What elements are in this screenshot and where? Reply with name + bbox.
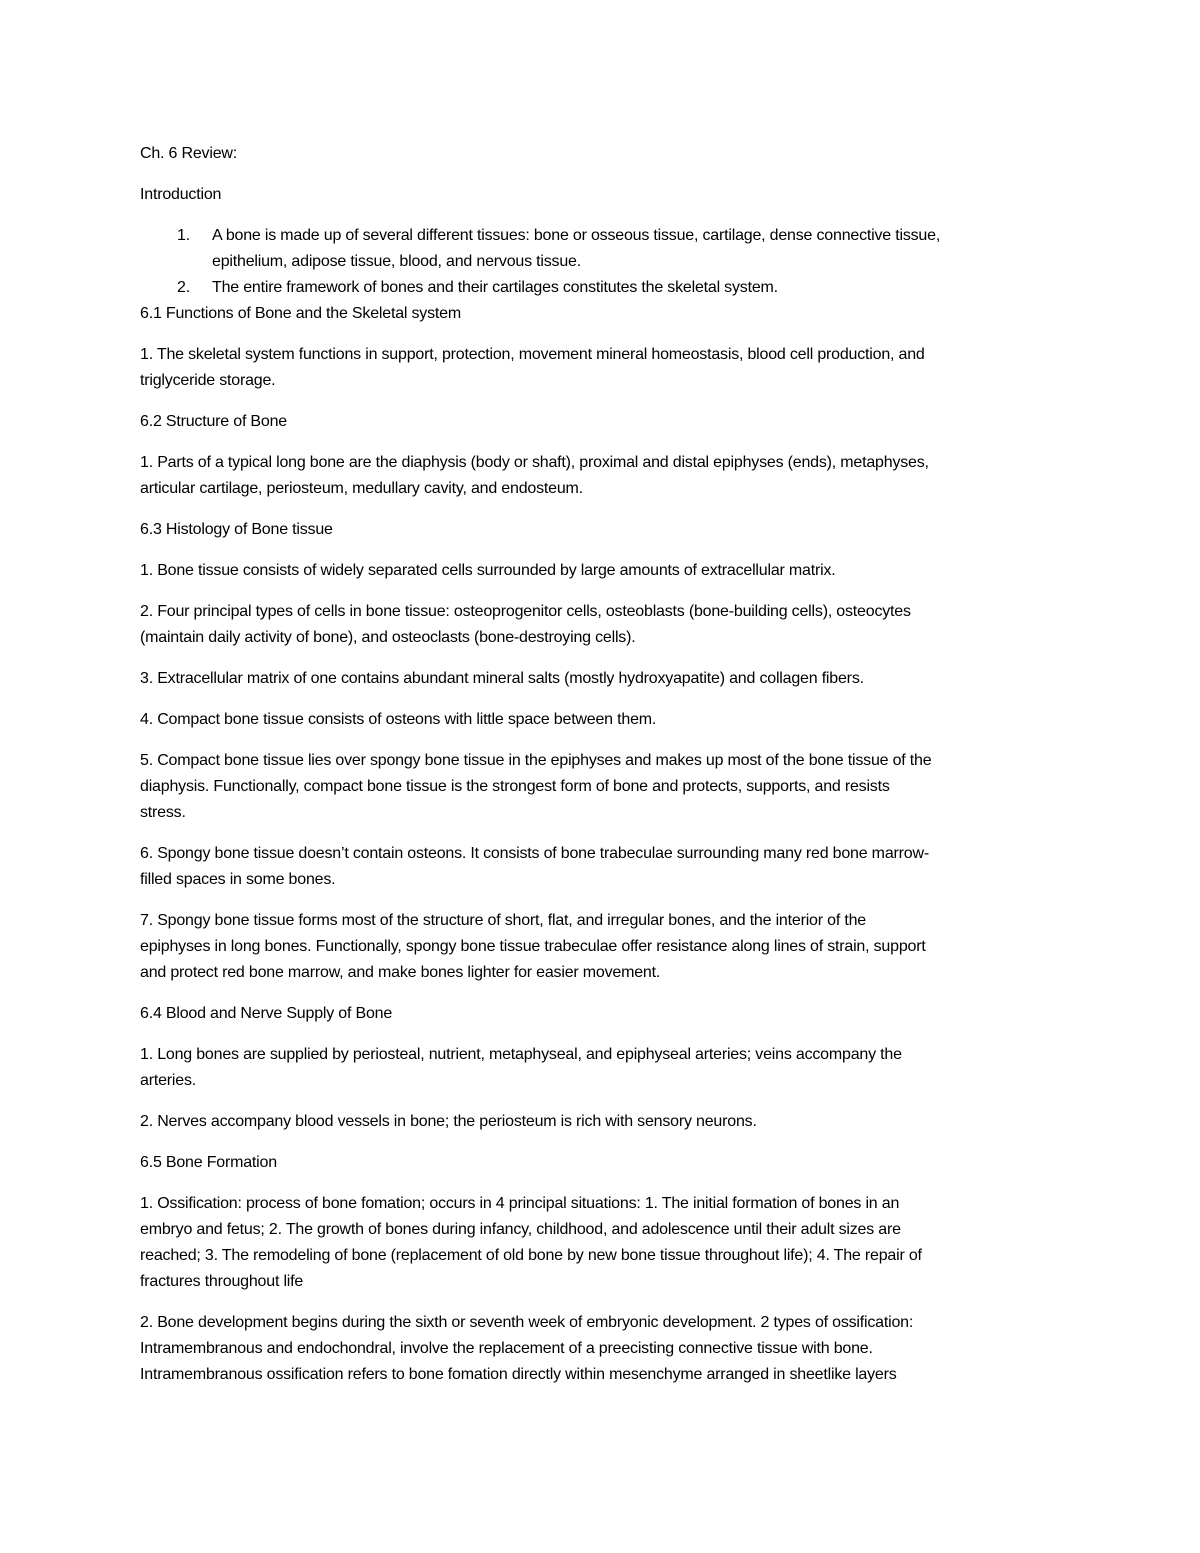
- paragraph-line: triglyceride storage.: [140, 372, 276, 389]
- intro-list: [140, 223, 1065, 301]
- paragraph-line: stress.: [140, 804, 186, 821]
- section-heading-introduction: Introduction: [140, 186, 222, 203]
- document-page: [140, 141, 1065, 1388]
- list-item-text: epithelium, adipose tissue, blood, and nervous tissue.: [212, 253, 581, 270]
- paragraph: [140, 707, 1065, 733]
- section-heading-6-2: 6.2 Structure of Bone: [140, 413, 288, 430]
- paragraph-line: 4. Compact bone tissue consists of osteons with little space between them.: [140, 711, 657, 728]
- list-item-number: 2.: [177, 279, 190, 296]
- paragraph-line: 1. Long bones are supplied by periosteal, nutrient, metaphyseal, and epiphyseal arteries; veins accompany the: [140, 1046, 902, 1063]
- paragraph-line: 1. Parts of a typical long bone are the diaphysis (body or shaft), proximal and distal epiphyses (ends), metaphyses,: [140, 454, 929, 471]
- paragraph-line: epiphyses in long bones. Functionally, spongy bone tissue trabeculae offer resistance along lines of strain, support: [140, 938, 926, 955]
- paragraph: [140, 841, 1065, 893]
- paragraph-line: 2. Bone development begins during the sixth or seventh week of embryonic development. 2 types of ossification:: [140, 1314, 914, 1331]
- paragraph: [140, 599, 1065, 651]
- paragraph: [140, 1191, 1065, 1295]
- paragraph: [140, 558, 1065, 584]
- paragraph-line: 1. Ossification: process of bone fomation; occurs in 4 principal situations: 1. The initial formation of bones in an: [140, 1195, 900, 1212]
- paragraph: [140, 1310, 1065, 1388]
- paragraph-line: reached; 3. The remodeling of bone (replacement of old bone by new bone tissue throughout life); 4. The repair of: [140, 1247, 922, 1264]
- list-item: [140, 223, 1065, 249]
- paragraph-line: articular cartilage, periosteum, medullary cavity, and endosteum.: [140, 480, 583, 497]
- paragraph-line: fractures throughout life: [140, 1273, 304, 1290]
- paragraph-line: Intramembranous and endochondral, involve the replacement of a preecisting connective tissue with bone.: [140, 1340, 873, 1357]
- paragraph-line: 1. Bone tissue consists of widely separated cells surrounded by large amounts of extracellular matrix.: [140, 562, 836, 579]
- paragraph-line: and protect red bone marrow, and make bones lighter for easier movement.: [140, 964, 661, 981]
- paragraph-line: 5. Compact bone tissue lies over spongy bone tissue in the epiphyses and makes up most of the bone tissue of the: [140, 752, 932, 769]
- paragraph-line: diaphysis. Functionally, compact bone tissue is the strongest form of bone and protects, supports, and resists: [140, 778, 890, 795]
- paragraph-line: 7. Spongy bone tissue forms most of the structure of short, flat, and irregular bones, and the interior of the: [140, 912, 866, 929]
- paragraph-line: Intramembranous ossification refers to bone fomation directly within mesenchyme arranged in sheetlike layers: [140, 1366, 897, 1383]
- section-heading-6-3: 6.3 Histology of Bone tissue: [140, 521, 333, 538]
- paragraph-line: 2. Nerves accompany blood vessels in bone; the periosteum is rich with sensory neurons.: [140, 1113, 757, 1130]
- list-item-number: 1.: [177, 227, 190, 244]
- paragraph: [140, 450, 1065, 502]
- paragraph: [140, 1109, 1065, 1135]
- paragraph-line: filled spaces in some bones.: [140, 871, 336, 888]
- list-item: [140, 275, 1065, 301]
- paragraph-line: 3. Extracellular matrix of one contains abundant mineral salts (mostly hydroxyapatite) and collagen fibers.: [140, 670, 864, 687]
- paragraph-line: 2. Four principal types of cells in bone tissue: osteoprogenitor cells, osteoblasts (bone-building cells), osteocytes: [140, 603, 911, 620]
- paragraph-line: arteries.: [140, 1072, 196, 1089]
- paragraph-line: (maintain daily activity of bone), and osteoclasts (bone-destroying cells).: [140, 629, 636, 646]
- list-item-text: A bone is made up of several different tissues: bone or osseous tissue, cartilage, dense connective tissue,: [212, 227, 941, 244]
- paragraph: [140, 342, 1065, 394]
- section-heading-6-5: 6.5 Bone Formation: [140, 1154, 277, 1171]
- paragraph: [140, 1042, 1065, 1094]
- paragraph: [140, 666, 1065, 692]
- paragraph-line: 1. The skeletal system functions in support, protection, movement mineral homeostasis, blood cell production, and: [140, 346, 925, 363]
- page-title: Ch. 6 Review:: [140, 145, 237, 162]
- list-item-text: The entire framework of bones and their cartilages constitutes the skeletal system.: [212, 279, 778, 296]
- paragraph: [140, 748, 1065, 826]
- paragraph-line: embryo and fetus; 2. The growth of bones during infancy, childhood, and adolescence until their adult sizes are: [140, 1221, 901, 1238]
- paragraph: [140, 908, 1065, 986]
- paragraph-line: 6. Spongy bone tissue doesn’t contain osteons. It consists of bone trabeculae surrounding many red bone marrow-: [140, 845, 929, 862]
- section-heading-6-4: 6.4 Blood and Nerve Supply of Bone: [140, 1005, 393, 1022]
- section-heading-6-1: 6.1 Functions of Bone and the Skeletal system: [140, 305, 461, 322]
